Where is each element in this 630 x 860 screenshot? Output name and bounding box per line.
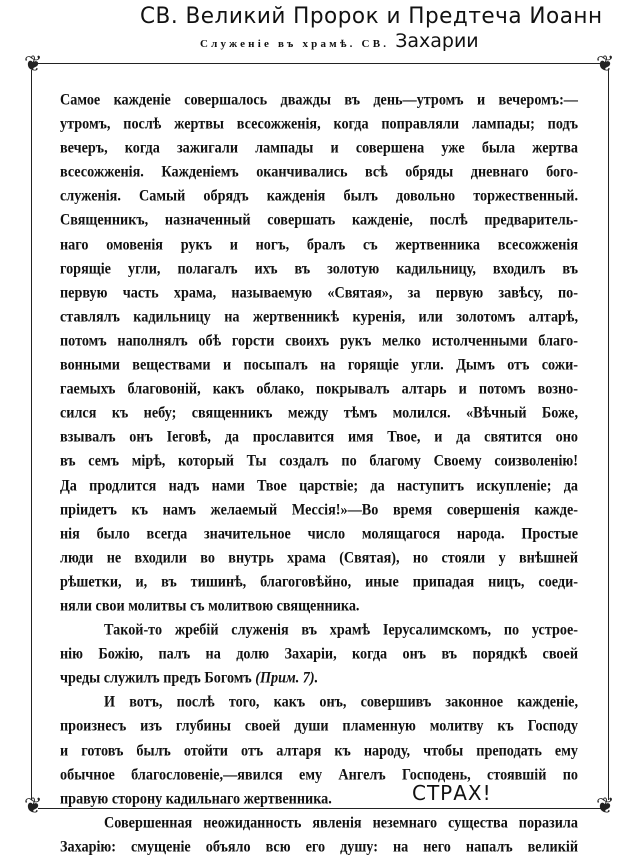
reference-note: (Прим. 7). — [255, 669, 319, 687]
text-line — [60, 834, 578, 860]
text-line — [60, 111, 578, 137]
text-line — [60, 208, 578, 234]
text-line-content: первую часть храма, называемую «Святая», за первую завѣсу, по- — [60, 284, 578, 302]
text-line-content: Совершенная неожиданность явленія неземнаго существа поразила — [104, 814, 578, 832]
text-line — [60, 593, 578, 619]
text-line — [60, 810, 578, 836]
text-line-content: произнесъ изъ глубины своей души пламенную молитву къ Господу — [60, 717, 578, 736]
corner-ornament-icon: ❦ — [24, 794, 43, 819]
text-line-content: Священникъ, назначенный совершать кажденіе, послѣ предваритель- — [60, 211, 578, 230]
text-line-content: Такой-то жребій служенія въ храмѣ Іерусалимскомъ, по устрое- — [104, 621, 578, 639]
text-line-content: сился къ небу; священникъ между тѣмъ молился. «Вѣчный Боже, — [60, 404, 578, 422]
text-line-content: въ семъ мірѣ, который Ты создалъ по благому Своему соизволенію! — [60, 452, 578, 471]
text-line-content: Захарію: смущеніе объяло всю его душу: на него напалъ великій — [60, 838, 578, 856]
body-text — [60, 88, 578, 859]
text-line — [60, 762, 578, 788]
text-line — [60, 328, 578, 354]
text-line-content: рѣшетки, и, въ тишинѣ, благоговѣйно, иные припадая ницъ, соеди- — [60, 573, 578, 591]
text-line — [60, 424, 578, 450]
frame-right-rule — [608, 70, 609, 800]
text-line — [60, 641, 578, 667]
handwritten-ending: СТРАХ! — [412, 781, 492, 805]
text-line-content: служенія. Самый обрядъ кажденія былъ довольно торжественный. — [60, 187, 578, 206]
text-line-content: Самое кажденіе совершалось дважды въ день—утромъ и вечеромъ:— — [60, 91, 578, 109]
text-line-content: няли свои молитвы съ молитвою священника. — [60, 597, 360, 615]
text-line — [60, 497, 578, 523]
text-line-content: утромъ, послѣ жертвы всесожженія, когда поправляли лампады; подъ — [60, 115, 578, 133]
corner-ornament-icon: ❦ — [596, 794, 615, 819]
text-line — [60, 713, 578, 739]
running-head-printed: Служеніе въ храмѣ. СВ. — [200, 38, 390, 50]
text-line-content: взывалъ онъ Іеговѣ, да прославится имя Твое, и да святится оно — [60, 428, 578, 446]
text-line-content: пріидетъ къ намъ желаемый Мессія!»—Во время совершенія кажде- — [60, 500, 578, 519]
text-line — [60, 569, 578, 595]
frame-left-rule — [31, 70, 32, 800]
handwritten-title: СВ. Великий Пророк и Предтеча Иоанн — [140, 4, 603, 29]
text-line — [60, 786, 578, 812]
text-line — [60, 232, 578, 258]
text-line — [60, 87, 578, 113]
text-line — [60, 280, 578, 306]
text-line-content: нія было всегда значительное число молящагося народа. Простые — [60, 525, 578, 543]
text-line — [60, 352, 578, 378]
text-line-content: горящіе угли, полагалъ ихъ въ золотую кадильницу, входилъ въ — [60, 260, 578, 278]
text-line-content: чреды служилъ предъ Богомъ — [60, 669, 252, 687]
text-line-content: И вотъ, послѣ того, какъ онъ, совершивъ законное кажденіе, — [104, 693, 578, 711]
frame-top-rule — [38, 63, 602, 64]
text-line — [60, 256, 578, 282]
text-line-content: гаемыхъ благовоній, какъ облако, покрывалъ алтарь и потомъ возно- — [60, 380, 578, 398]
text-line — [60, 159, 578, 185]
text-line — [60, 665, 578, 691]
text-line — [60, 376, 578, 402]
text-line — [60, 448, 578, 474]
running-head — [200, 30, 479, 52]
text-line — [60, 473, 578, 499]
text-line-content: наго омовенія рукъ и ногъ, бралъ съ жертвенника всесожженія — [60, 235, 578, 254]
corner-ornament-icon: ❦ — [24, 52, 43, 77]
corner-ornament-icon: ❦ — [596, 52, 615, 77]
text-line-content: вечеръ, когда зажигали лампады и совершена уже была жертва — [60, 139, 578, 157]
text-line-content: Да продлится надъ нами Твое царствіе; да наступитъ искупленіе; да — [60, 476, 578, 495]
text-line-content: и готовъ былъ отойти отъ алтаря къ народу, чтобы преподать ему — [60, 741, 578, 760]
text-line-content: ставлялъ кадильницу на жертвенникѣ куренія, или золотомъ алтарѣ, — [60, 308, 578, 326]
text-line — [60, 689, 578, 715]
text-line — [60, 135, 578, 161]
text-line-content: всесожженія. Кажденіемъ оканчивались всѣ обряды дневнаго бого- — [60, 163, 578, 181]
text-line — [60, 304, 578, 330]
text-line — [60, 545, 578, 571]
text-line — [60, 738, 578, 764]
running-head-handwritten: Захарии — [395, 30, 479, 52]
text-line-content: потомъ наполнялъ обѣ горсти своихъ рукъ мелко истолченными благо- — [60, 332, 578, 350]
text-line — [60, 521, 578, 547]
text-line — [60, 183, 578, 209]
text-line — [60, 617, 578, 643]
text-line-content: правую сторону кадильнаго жертвенника. — [60, 790, 332, 808]
text-line — [60, 400, 578, 426]
text-line-content: нію Божію, палъ на долю Захаріи, когда онъ въ порядкѣ своей — [60, 645, 578, 663]
text-line-content: люди не входили во внутрь храма (Святая), но стояли у внѣшней — [60, 549, 578, 567]
text-line-content: вонными веществами и посыпалъ на горящіе угли. Дымъ отъ сожи- — [60, 356, 578, 374]
text-line-content: обычное благословеніе,—явился ему Ангелъ Господень, стоявшій по — [60, 765, 578, 784]
